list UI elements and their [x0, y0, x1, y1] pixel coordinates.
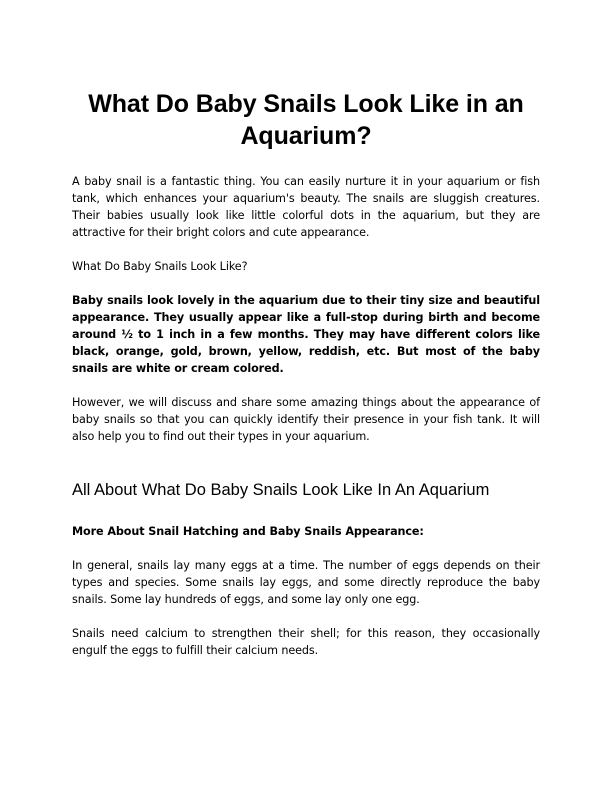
- document-page: [72, 84, 540, 659]
- discussion-paragraph: However, we will discuss and share some amazing things about the appearance of baby snails so that you can quickly identify their presence in your fish tank. It will also help you to find out their types in your aquarium.: [72, 396, 540, 443]
- page-title: What Do Baby Snails Look Like in an Aquarium?: [88, 90, 524, 150]
- intro-paragraph: A baby snail is a fantastic thing. You can easily nurture it in your aquarium or fish tank, which enhances your aquarium's beauty. The snails are sluggish creatures. Their babies usually look like little colorful dots in the aquarium, but they are attractive for their bright colors and cute appearance.: [72, 175, 540, 239]
- eggs-paragraph: In general, snails lay many eggs at a time. The number of eggs depends on their types and species. Some snails lay eggs, and some directly reproduce the baby snails. Some lay hundreds of eggs, and some lay only one egg.: [72, 559, 540, 606]
- section-heading: All About What Do Baby Snails Look Like In An Aquarium: [72, 481, 490, 499]
- subheading: More About Snail Hatching and Baby Snails Appearance:: [72, 525, 424, 538]
- answer-paragraph: Baby snails look lovely in the aquarium due to their tiny size and beautiful appearance. They usually appear like a full-stop during birth and become around ½ to 1 inch in a few months. They may have different colors like black, orange, gold, brown, yellow, reddish, etc. But most of the baby snails are white or cream colored.: [72, 294, 540, 375]
- question-line: What Do Baby Snails Look Like?: [72, 260, 248, 273]
- calcium-paragraph: Snails need calcium to strengthen their shell; for this reason, they occasionally engulf the eggs to fulfill their calcium needs.: [72, 627, 540, 657]
